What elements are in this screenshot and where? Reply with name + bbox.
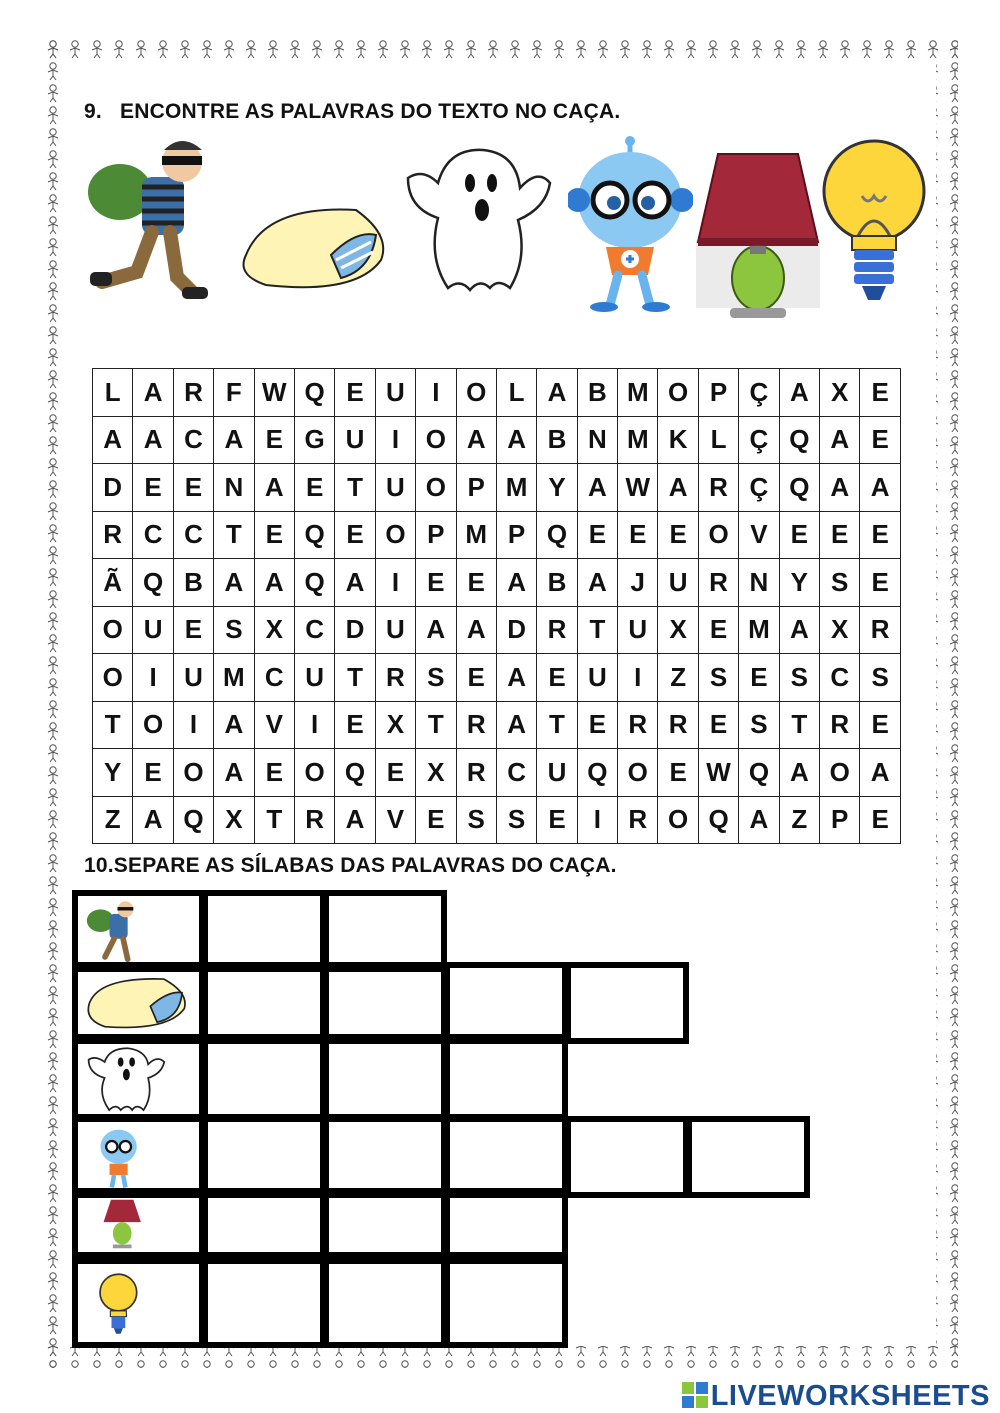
syllable-answer-box[interactable]	[444, 1034, 568, 1120]
syllable-answer-box[interactable]	[444, 1258, 568, 1348]
grid-cell[interactable]: Q	[698, 796, 738, 844]
grid-cell[interactable]: E	[173, 464, 213, 512]
grid-cell[interactable]: R	[698, 559, 738, 607]
grid-cell[interactable]: U	[375, 369, 415, 417]
syllable-answer-box[interactable]	[444, 1188, 568, 1258]
grid-cell[interactable]: M	[456, 511, 496, 559]
grid-cell[interactable]: S	[496, 796, 536, 844]
grid-cell[interactable]: E	[860, 511, 900, 559]
grid-cell[interactable]: E	[739, 654, 779, 702]
grid-cell[interactable]: M	[618, 416, 658, 464]
word-search-grid	[92, 368, 901, 844]
grid-cell[interactable]: U	[375, 464, 415, 512]
grid-cell[interactable]: A	[577, 464, 617, 512]
grid-cell[interactable]: X	[375, 701, 415, 749]
grid-cell[interactable]: Ç	[739, 464, 779, 512]
grid-cell[interactable]: E	[416, 796, 456, 844]
syllable-answer-box[interactable]	[202, 1034, 326, 1120]
grid-cell[interactable]: O	[294, 749, 334, 797]
grid-cell[interactable]: X	[820, 606, 860, 654]
grid-cell[interactable]: P	[496, 511, 536, 559]
grid-cell[interactable]: S	[698, 654, 738, 702]
grid-cell[interactable]: A	[779, 606, 819, 654]
syllable-picture-cell	[72, 1188, 205, 1258]
grid-cell[interactable]: E	[577, 511, 617, 559]
grid-row	[93, 464, 901, 512]
grid-cell[interactable]: A	[739, 796, 779, 844]
grid-cell[interactable]: N	[577, 416, 617, 464]
grid-cell[interactable]: R	[618, 796, 658, 844]
grid-cell[interactable]: R	[93, 511, 133, 559]
grid-cell[interactable]: T	[254, 796, 294, 844]
syllable-picture-cell	[72, 962, 205, 1044]
grid-cell[interactable]: A	[577, 559, 617, 607]
syllable-answer-box[interactable]	[202, 1258, 326, 1348]
grid-cell[interactable]: Q	[294, 369, 334, 417]
grid-cell[interactable]: P	[820, 796, 860, 844]
grid-cell[interactable]: E	[860, 796, 900, 844]
grid-cell[interactable]: C	[820, 654, 860, 702]
grid-cell[interactable]: P	[698, 369, 738, 417]
grid-cell[interactable]: J	[618, 559, 658, 607]
question-10-heading: 10.SEPARE AS SÍLABAS DAS PALAVRAS DO CAÇA.	[84, 854, 617, 877]
grid-cell[interactable]: I	[416, 369, 456, 417]
grid-cell[interactable]: E	[618, 511, 658, 559]
grid-cell[interactable]: D	[335, 606, 375, 654]
syllable-answer-box[interactable]	[565, 1116, 689, 1198]
grid-cell[interactable]: C	[133, 511, 173, 559]
grid-cell[interactable]: Y	[779, 559, 819, 607]
grid-cell[interactable]: O	[375, 511, 415, 559]
grid-cell[interactable]: P	[456, 464, 496, 512]
grid-cell[interactable]: R	[173, 369, 213, 417]
grid-cell[interactable]: A	[416, 606, 456, 654]
grid-cell[interactable]: W	[618, 464, 658, 512]
grid-cell[interactable]: E	[698, 701, 738, 749]
grid-cell[interactable]: A	[254, 559, 294, 607]
grid-cell[interactable]: Y	[537, 464, 577, 512]
grid-cell[interactable]: Z	[658, 654, 698, 702]
grid-cell[interactable]: R	[294, 796, 334, 844]
grid-cell[interactable]: E	[173, 606, 213, 654]
grid-cell[interactable]: O	[93, 606, 133, 654]
grid-cell[interactable]: R	[375, 654, 415, 702]
grid-cell[interactable]: A	[496, 654, 536, 702]
grid-cell[interactable]: E	[820, 511, 860, 559]
alien-icon	[84, 1124, 194, 1192]
grid-cell[interactable]: O	[173, 749, 213, 797]
grid-cell[interactable]: O	[698, 511, 738, 559]
grid-cell[interactable]: E	[537, 796, 577, 844]
liveworksheets-logo	[682, 1380, 990, 1413]
grid-cell[interactable]: I	[173, 701, 213, 749]
syllable-answer-box[interactable]	[323, 1116, 447, 1198]
grid-cell[interactable]: V	[254, 701, 294, 749]
grid-cell[interactable]: U	[618, 606, 658, 654]
grid-cell[interactable]: O	[658, 369, 698, 417]
grid-cell[interactable]: E	[294, 464, 334, 512]
grid-cell[interactable]: Ã	[93, 559, 133, 607]
grid-cell[interactable]: A	[335, 559, 375, 607]
grid-cell[interactable]: D	[93, 464, 133, 512]
grid-cell[interactable]: Q	[173, 796, 213, 844]
grid-cell[interactable]: A	[496, 701, 536, 749]
grid-cell[interactable]: A	[860, 749, 900, 797]
grid-cell[interactable]: I	[133, 654, 173, 702]
grid-cell[interactable]: C	[496, 749, 536, 797]
thief-icon	[82, 132, 212, 307]
grid-cell[interactable]: T	[416, 701, 456, 749]
grid-row	[93, 701, 901, 749]
grid-cell[interactable]: Q	[294, 511, 334, 559]
syllable-answer-box[interactable]	[202, 1116, 326, 1198]
grid-cell[interactable]: Q	[294, 559, 334, 607]
grid-cell[interactable]: A	[254, 464, 294, 512]
grid-cell[interactable]: E	[658, 511, 698, 559]
grid-cell[interactable]: Z	[93, 796, 133, 844]
grid-cell[interactable]: E	[133, 749, 173, 797]
syllable-answer-box[interactable]	[444, 962, 568, 1044]
grid-cell[interactable]: A	[456, 606, 496, 654]
grid-cell[interactable]: T	[335, 464, 375, 512]
grid-cell[interactable]: F	[214, 369, 254, 417]
grid-cell[interactable]: A	[820, 416, 860, 464]
grid-cell[interactable]: E	[254, 749, 294, 797]
grid-cell[interactable]: C	[173, 511, 213, 559]
grid-cell[interactable]: D	[496, 606, 536, 654]
grid-cell[interactable]: R	[456, 749, 496, 797]
grid-cell[interactable]: A	[93, 416, 133, 464]
grid-cell[interactable]: E	[335, 701, 375, 749]
grid-cell[interactable]: A	[537, 369, 577, 417]
grid-row	[93, 559, 901, 607]
question-9-number: 9.	[84, 100, 102, 123]
grid-cell[interactable]: M	[739, 606, 779, 654]
syllable-answer-box[interactable]	[202, 962, 326, 1044]
grid-cell[interactable]: Ç	[739, 369, 779, 417]
grid-cell[interactable]: E	[335, 369, 375, 417]
grid-cell[interactable]: U	[335, 416, 375, 464]
grid-cell[interactable]: N	[214, 464, 254, 512]
syllable-answer-box[interactable]	[323, 1258, 447, 1348]
grid-cell[interactable]: Q	[335, 749, 375, 797]
syllable-answer-box[interactable]	[565, 962, 689, 1044]
syllable-picture-cell	[72, 890, 205, 972]
syllable-answer-box[interactable]	[323, 890, 447, 972]
grid-cell[interactable]: Ç	[739, 416, 779, 464]
grid-cell[interactable]: M	[214, 654, 254, 702]
grid-cell[interactable]: Q	[133, 559, 173, 607]
grid-cell[interactable]: U	[133, 606, 173, 654]
grid-cell[interactable]: A	[133, 796, 173, 844]
grid-cell[interactable]: E	[860, 416, 900, 464]
syllable-picture-cell	[72, 1116, 205, 1198]
grid-cell[interactable]: E	[456, 559, 496, 607]
grid-cell[interactable]: A	[214, 416, 254, 464]
grid-cell[interactable]: U	[658, 559, 698, 607]
syllable-answer-box[interactable]	[202, 1188, 326, 1258]
grid-cell[interactable]: I	[375, 559, 415, 607]
grid-cell[interactable]: R	[456, 701, 496, 749]
grid-cell[interactable]: I	[375, 416, 415, 464]
grid-cell[interactable]: W	[254, 369, 294, 417]
grid-cell[interactable]: E	[860, 701, 900, 749]
grid-cell[interactable]: Z	[779, 796, 819, 844]
grid-cell[interactable]: U	[173, 654, 213, 702]
grid-cell[interactable]: E	[456, 654, 496, 702]
syllable-answer-box[interactable]	[323, 1034, 447, 1120]
grid-row	[93, 416, 901, 464]
grid-cell[interactable]: S	[739, 701, 779, 749]
syllable-answer-box[interactable]	[202, 890, 326, 972]
syllable-answer-box[interactable]	[444, 1116, 568, 1198]
grid-cell[interactable]: E	[658, 749, 698, 797]
grid-cell[interactable]: E	[537, 654, 577, 702]
grid-row	[93, 369, 901, 417]
grid-row	[93, 749, 901, 797]
grid-cell[interactable]: B	[173, 559, 213, 607]
grid-cell[interactable]: R	[658, 701, 698, 749]
lightbulb-icon	[818, 136, 930, 308]
thief-icon	[84, 898, 194, 966]
grid-cell[interactable]: A	[779, 369, 819, 417]
syllable-answer-box[interactable]	[323, 962, 447, 1044]
grid-cell[interactable]: A	[820, 464, 860, 512]
grid-cell[interactable]: Q	[779, 464, 819, 512]
grid-cell[interactable]: A	[658, 464, 698, 512]
grid-cell[interactable]: S	[416, 654, 456, 702]
grid-cell[interactable]: A	[456, 416, 496, 464]
grid-cell[interactable]: X	[254, 606, 294, 654]
grid-cell[interactable]: S	[860, 654, 900, 702]
grid-cell[interactable]: T	[335, 654, 375, 702]
syllable-answer-box[interactable]	[686, 1116, 810, 1198]
grid-cell[interactable]: U	[577, 654, 617, 702]
grid-cell[interactable]: V	[375, 796, 415, 844]
grid-cell[interactable]: U	[294, 654, 334, 702]
syllable-picture-cell	[72, 1034, 205, 1120]
syllable-picture-cell	[72, 1258, 205, 1348]
grid-cell[interactable]: L	[496, 369, 536, 417]
grid-cell[interactable]: E	[860, 559, 900, 607]
grid-cell[interactable]: O	[93, 654, 133, 702]
liveworksheets-logo-icon	[682, 1382, 708, 1408]
grid-cell[interactable]: E	[375, 749, 415, 797]
question-9-heading	[84, 100, 620, 124]
grid-cell[interactable]: L	[93, 369, 133, 417]
grid-cell[interactable]: O	[820, 749, 860, 797]
grid-cell[interactable]: R	[698, 464, 738, 512]
grid-cell[interactable]: Q	[577, 749, 617, 797]
grid-cell[interactable]: E	[698, 606, 738, 654]
grid-cell[interactable]: L	[698, 416, 738, 464]
grid-cell[interactable]: O	[618, 749, 658, 797]
grid-cell[interactable]: S	[456, 796, 496, 844]
grid-cell[interactable]: A	[860, 464, 900, 512]
grid-cell[interactable]: T	[577, 606, 617, 654]
grid-cell[interactable]: B	[537, 416, 577, 464]
grid-cell[interactable]: Y	[93, 749, 133, 797]
grid-cell[interactable]: I	[294, 701, 334, 749]
grid-cell[interactable]: W	[698, 749, 738, 797]
grid-cell[interactable]: U	[537, 749, 577, 797]
grid-cell[interactable]: C	[254, 654, 294, 702]
grid-cell[interactable]: E	[779, 511, 819, 559]
grid-cell[interactable]: E	[577, 701, 617, 749]
grid-cell[interactable]: M	[496, 464, 536, 512]
grid-cell[interactable]: N	[739, 559, 779, 607]
alien-icon	[568, 135, 693, 313]
syllable-answer-box[interactable]	[323, 1188, 447, 1258]
grid-cell[interactable]: A	[335, 796, 375, 844]
lamp-icon	[84, 1196, 194, 1252]
grid-row	[93, 654, 901, 702]
grid-cell[interactable]: A	[133, 416, 173, 464]
grid-cell[interactable]: A	[496, 559, 536, 607]
grid-cell[interactable]: X	[820, 369, 860, 417]
grid-cell[interactable]: M	[618, 369, 658, 417]
question-9-text: ENCONTRE AS PALAVRAS DO TEXTO NO CAÇA.	[120, 100, 621, 123]
grid-cell[interactable]: E	[254, 416, 294, 464]
grid-cell[interactable]: O	[416, 416, 456, 464]
grid-cell[interactable]: B	[577, 369, 617, 417]
grid-cell[interactable]: P	[416, 511, 456, 559]
grid-cell[interactable]: V	[739, 511, 779, 559]
grid-cell[interactable]: A	[214, 701, 254, 749]
grid-cell[interactable]: T	[537, 701, 577, 749]
lightbulb-icon	[84, 1266, 194, 1342]
grid-cell[interactable]: T	[779, 701, 819, 749]
grid-cell[interactable]: S	[214, 606, 254, 654]
lamp-icon	[690, 150, 825, 325]
grid-cell[interactable]: R	[618, 701, 658, 749]
grid-cell[interactable]: I	[577, 796, 617, 844]
grid-cell[interactable]: A	[133, 369, 173, 417]
grid-cell[interactable]: T	[214, 511, 254, 559]
grid-cell[interactable]: E	[335, 511, 375, 559]
grid-cell[interactable]: U	[375, 606, 415, 654]
grid-cell[interactable]: C	[294, 606, 334, 654]
grid-cell[interactable]: G	[294, 416, 334, 464]
grid-row	[93, 796, 901, 844]
grid-cell[interactable]: A	[779, 749, 819, 797]
grid-row	[93, 511, 901, 559]
grid-cell[interactable]: A	[214, 559, 254, 607]
grid-cell[interactable]: O	[133, 701, 173, 749]
grid-cell[interactable]: E	[254, 511, 294, 559]
grid-cell[interactable]: A	[496, 416, 536, 464]
grid-cell[interactable]: X	[416, 749, 456, 797]
ghost-icon	[84, 1042, 194, 1114]
grid-cell[interactable]: O	[456, 369, 496, 417]
grid-cell[interactable]: E	[860, 369, 900, 417]
grid-cell[interactable]: R	[820, 701, 860, 749]
ghost-icon	[398, 138, 558, 298]
grid-cell[interactable]: I	[618, 654, 658, 702]
grid-row	[93, 606, 901, 654]
pillow-icon	[84, 970, 194, 1038]
grid-cell[interactable]: Q	[739, 749, 779, 797]
grid-cell[interactable]: S	[779, 654, 819, 702]
grid-cell[interactable]: Q	[537, 511, 577, 559]
grid-cell[interactable]: X	[658, 606, 698, 654]
grid-cell[interactable]: O	[416, 464, 456, 512]
grid-cell[interactable]: A	[214, 749, 254, 797]
grid-cell[interactable]: K	[658, 416, 698, 464]
grid-cell[interactable]: R	[537, 606, 577, 654]
grid-cell[interactable]: E	[133, 464, 173, 512]
grid-cell[interactable]: B	[537, 559, 577, 607]
grid-cell[interactable]: R	[860, 606, 900, 654]
grid-cell[interactable]: T	[93, 701, 133, 749]
grid-cell[interactable]: S	[820, 559, 860, 607]
grid-cell[interactable]: C	[173, 416, 213, 464]
grid-cell[interactable]: Q	[779, 416, 819, 464]
grid-cell[interactable]: O	[658, 796, 698, 844]
grid-cell[interactable]: X	[214, 796, 254, 844]
grid-cell[interactable]: E	[416, 559, 456, 607]
pillow-icon	[236, 200, 396, 295]
brand-text: LIVEWORKSHEETS	[710, 1380, 990, 1412]
